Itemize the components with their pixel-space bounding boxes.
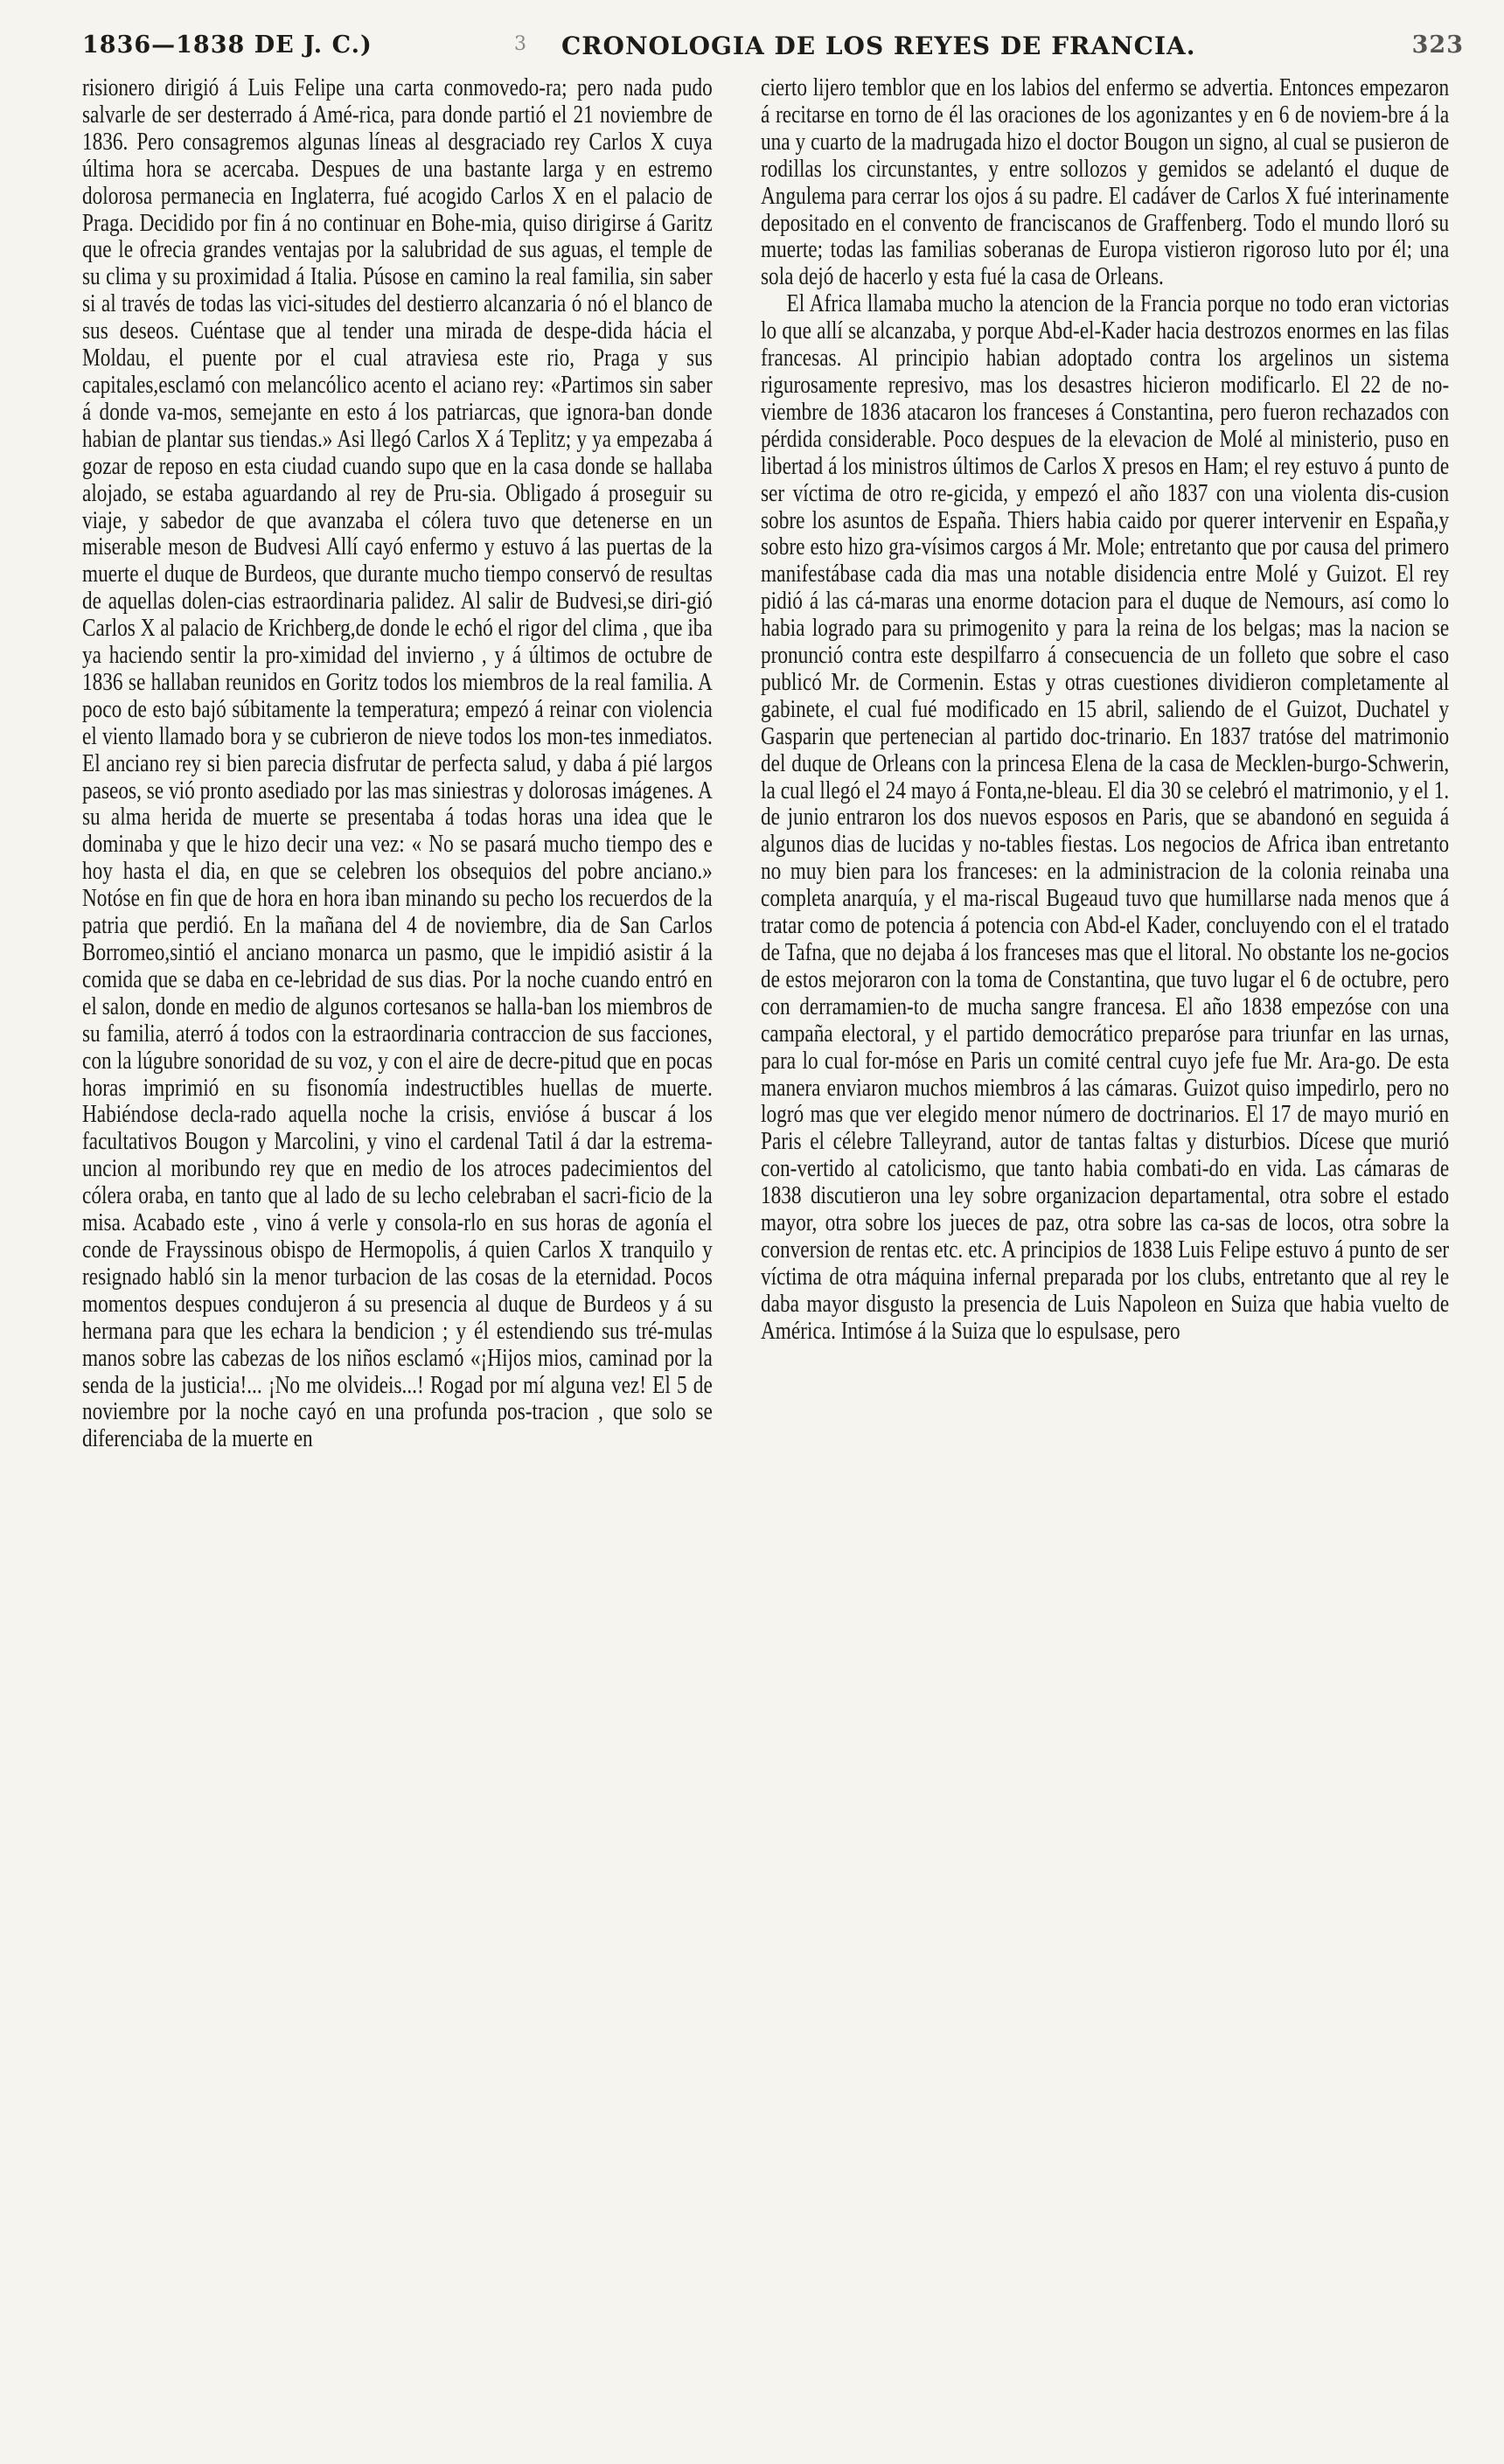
header-title: CRONOLOGIA DE LOS REYES DE FRANCIA. xyxy=(561,31,1196,60)
right-column xyxy=(761,75,1449,1346)
left-paragraph-1: risionero dirigió á Luis Felipe una carta conmovedo-ra; pero nada pudo salvarle de ser desterrado á Amé-rica, para donde partió el 21 noviembre de 1836. Pero consagremos algunas líneas al desgraciado rey Carlos X cuya última hora se acercaba. Despues de una bastante larga y en estremo dolorosa permanecia en Inglaterra, fué acogido Carlos X en el palacio de Praga. Decidido por fin á no continuar en Bohe-mia, quiso dirigirse á Garitz que le ofrecia grandes ventajas por la salubridad de sus aguas, el temple de su clima y su proximidad á Italia. Púsose en camino la real familia, sin saber si al través de todas las vici-situdes del destierro alcanzaria ó nó el blanco de sus deseos. Cuéntase que al tender una mirada de despe-dida hácia el Moldau, el puente por el cual atraviesa este rio, Praga y sus capitales,esclamó con melancólico acento el aciano rey: «Partimos sin saber á donde va-mos, semejante en esto á los patriarcas, que ignora-ban donde habian de plantar sus tiendas.» Asi llegó Carlos X á Teplitz; y ya empezaba á gozar de reposo en esta ciudad cuando supo que en la casa donde se hallaba alojado, se estaba aguardando al rey de Pru-sia. Obligado á proseguir su viaje, y sabedor de que avanzaba el cólera tuvo que detenerse en un miserable meson de Budvesi Allí cayó enfermo y estuvo á las puertas de la muerte el duque de Burdeos, que durante mucho tiempo conservó de resultas de aquellas dolen-cias estraordinaria palidez. Al salir de Budvesi,se diri-gió Carlos X al palacio de Krichberg,de donde le echó el rigor del clima , que iba ya haciendo sentir la pro-ximidad del invierno , y á últimos de octubre de 1836 se hallaban reunidos en Goritz todos los miembros de la real familia. A poco de esto bajó súbitamente la temperatura; empezó á reinar con violencia el viento llamado bora y se cubrieron de nieve todos los mon-tes inmediatos. El anciano rey si bien parecia disfrutar de perfecta salud, y daba á pié largos paseos, se vió pronto asediado por las mas siniestras y dolorosas imágenes. A su alma herida de muerte se presentaba á todas horas una idea que le dominaba y que le hizo decir una vez: « No se pasará mucho tiempo des e hoy hasta el dia, en que se celebren los obsequios del pobre anciano.» Notóse en fin que de hora en hora iban minando su pecho los recuerdos de la patria que perdió. En la mañana del 4 de noviembre, dia de San Carlos Borromeo,sintió el anciano monarca un pasmo, que le impidió asistir á la comida que se daba en ce-lebridad de sus dias. Por la noche cuando entró en el salon, donde en medio de algunos cortesanos se halla-ban los miembros de su familia, aterró á todos con la estraordinaria contraccion de sus facciones, con la lúgubre sonoridad de su voz, y con el aire de decre-pitud que en pocas horas imprimió en su fisonomía indestructibles huellas de muerte. Habiéndose decla-rado aquella noche la crisis, envióse á buscar á los facultativos Bougon y Marcolini, y vino el cardenal Tatil á dar la estrema-uncion al moribundo rey que en medio de los atroces padecimientos del cólera oraba, en tanto que al lado de su lecho celebraban el sacri-ficio de la misa. Acabado este , vino á verle y consola-rlo en sus horas de agonía el conde de Frayssinous obispo de Hermopolis, á quien Carlos X tranquilo y resignado habló sin la menor turbacion de las cosas de la eternidad. Pocos momentos despues condujeron á su presencia al duque de Burdeos y á su hermana para que les echara la bendicion ; y él estendiendo sus tré-mulas manos sobre las cabezas de los niños esclamó «¡Hijos mios, caminad por la senda de la justicia!... ¡No me olvideis...! Rogad por mí alguna vez! El 5 de noviembre por la noche cayó en una profunda pos-tracion , que solo se diferenciaba de la muerte en xyxy=(82,74,713,1453)
header-signature-mark: 3 xyxy=(514,33,527,55)
page-header xyxy=(82,31,1464,77)
header-years: 1836—1838 DE J. C.) xyxy=(82,31,373,59)
page-number: 323 xyxy=(1411,31,1464,59)
right-paragraph-2: El Africa llamaba mucho la atencion de la Francia porque no todo eran victorias lo que allí se alcanzaba, y porque Abd-el-Kader hacia destrozos enormes en las filas francesas. Al principio habian adoptado contra los argelinos un sistema rigurosamente represivo, mas los desastres hicieron modificarlo. El 22 de no-viembre de 1836 atacaron los franceses á Constantina, pero fueron rechazados con pérdida considerable. Poco despues de la elevacion de Molé al ministerio, puso en libertad á los ministros últimos de Carlos X presos en Ham; el rey estuvo á punto de ser víctima de otro re-gicida, y empezó el año 1837 con una violenta dis-cusion sobre los asuntos de España. Thiers habia caido por querer intervenir en España,y sobre esto hizo gra-vísimos cargos á Mr. Mole; entretanto que por causa del primero manifestábase cada dia mas una notable disidencia entre Molé y Guizot. El rey pidió á las cá-maras una enorme dotacion para el duque de Nemours, así como lo habia logrado para su primogenito y para la reina de los belgas; mas la nacion se pronunció contra este despilfarro á consecuencia de un folleto que sobre el caso publicó Mr. de Cormenin. Estas y otras cuestiones dividieron completamente al gabinete, el cual fué modificado en 15 abril, saliendo de el Guizot, Duchatel y Gasparin que pertenecian al partido doc-trinario. En 1837 tratóse del matrimonio del duque de Orleans con la princesa Elena de la casa de Mecklen-burgo-Schwerin, la cual llegó el 24 mayo á Fonta,ne-bleau. El dia 30 se celebró el matrimonio, y el 1. de junio entraron los dos nuevos esposos en Paris, que se abandonó en seguida á algunos dias de lucidas y no-tables fiestas. Los negocios de Africa iban entretanto no muy bien para los franceses: en la administracion de la colonia reinaba una completa anarquía, y el ma-riscal Bugeaud tuvo que humillarse nada menos que á tratar como de potencia á potencia con Abd-el Kader, concluyendo con el el tratado de Tafna, que no dejaba á los franceses mas que el litoral. No obstante los ne-gocios de estos mejoraron con la toma de Constantina, que tuvo lugar el 6 de octubre, pero con derramamien-to de mucha sangre francesa. El año 1838 empezóse con una campaña electoral, y el partido democrático preparóse para triunfar en las urnas, para lo cual for-móse en Paris un comité central cuyo jefe fue Mr. Ara-go. De esta manera enviaron muchos miembros á las cámaras. Guizot quiso impedirlo, pero no logró mas que ver elegido menor número de doctrinarios. El 17 de mayo murió en Paris el célebre Talleyrand, autor de tantas faltas y disturbios. Dícese que murió con-vertido al catolicismo, que tanto habia combati-do en vida. Las cámaras de 1838 discutieron una ley sobre organizacion departamental, otra sobre el estado mayor, otra sobre los jueces de paz, otra sobre las ca-sas de locos, otra sobre la conversion de rentas etc. etc. A principios de 1838 Luis Felipe estuvo á punto de ser víctima de otra máquina infernal preparada por los clubs, entretanto que al rey le daba mayor disgusto la presencia de Luis Napoleon en Suiza que habia vuelto de América. Intimóse á la Suiza que lo espulsase, pero xyxy=(761,290,1450,1345)
left-column xyxy=(82,75,713,1453)
right-paragraph-1: cierto lijero temblor que en los labios del enfermo se advertia. Entonces empezaron á recitarse en torno de él las oraciones de los agonizantes y en 6 de noviem-bre á la una y cuarto de la madrugada hizo el doctor Bougon un signo, al cual se pusieron de rodillas los circunstantes, y entre sollozos y gemidos se adelantó el duque de Angulema para cerrar los ojos á su padre. El cadáver de Carlos X fué interinamente depositado en el convento de franciscanos de Graffenberg. Todo el mundo lloró su muerte; todas las familias soberanas de Europa vistieron rigoroso luto por él; una sola dejó de hacerlo y esta fué la casa de Orleans. xyxy=(761,74,1450,291)
